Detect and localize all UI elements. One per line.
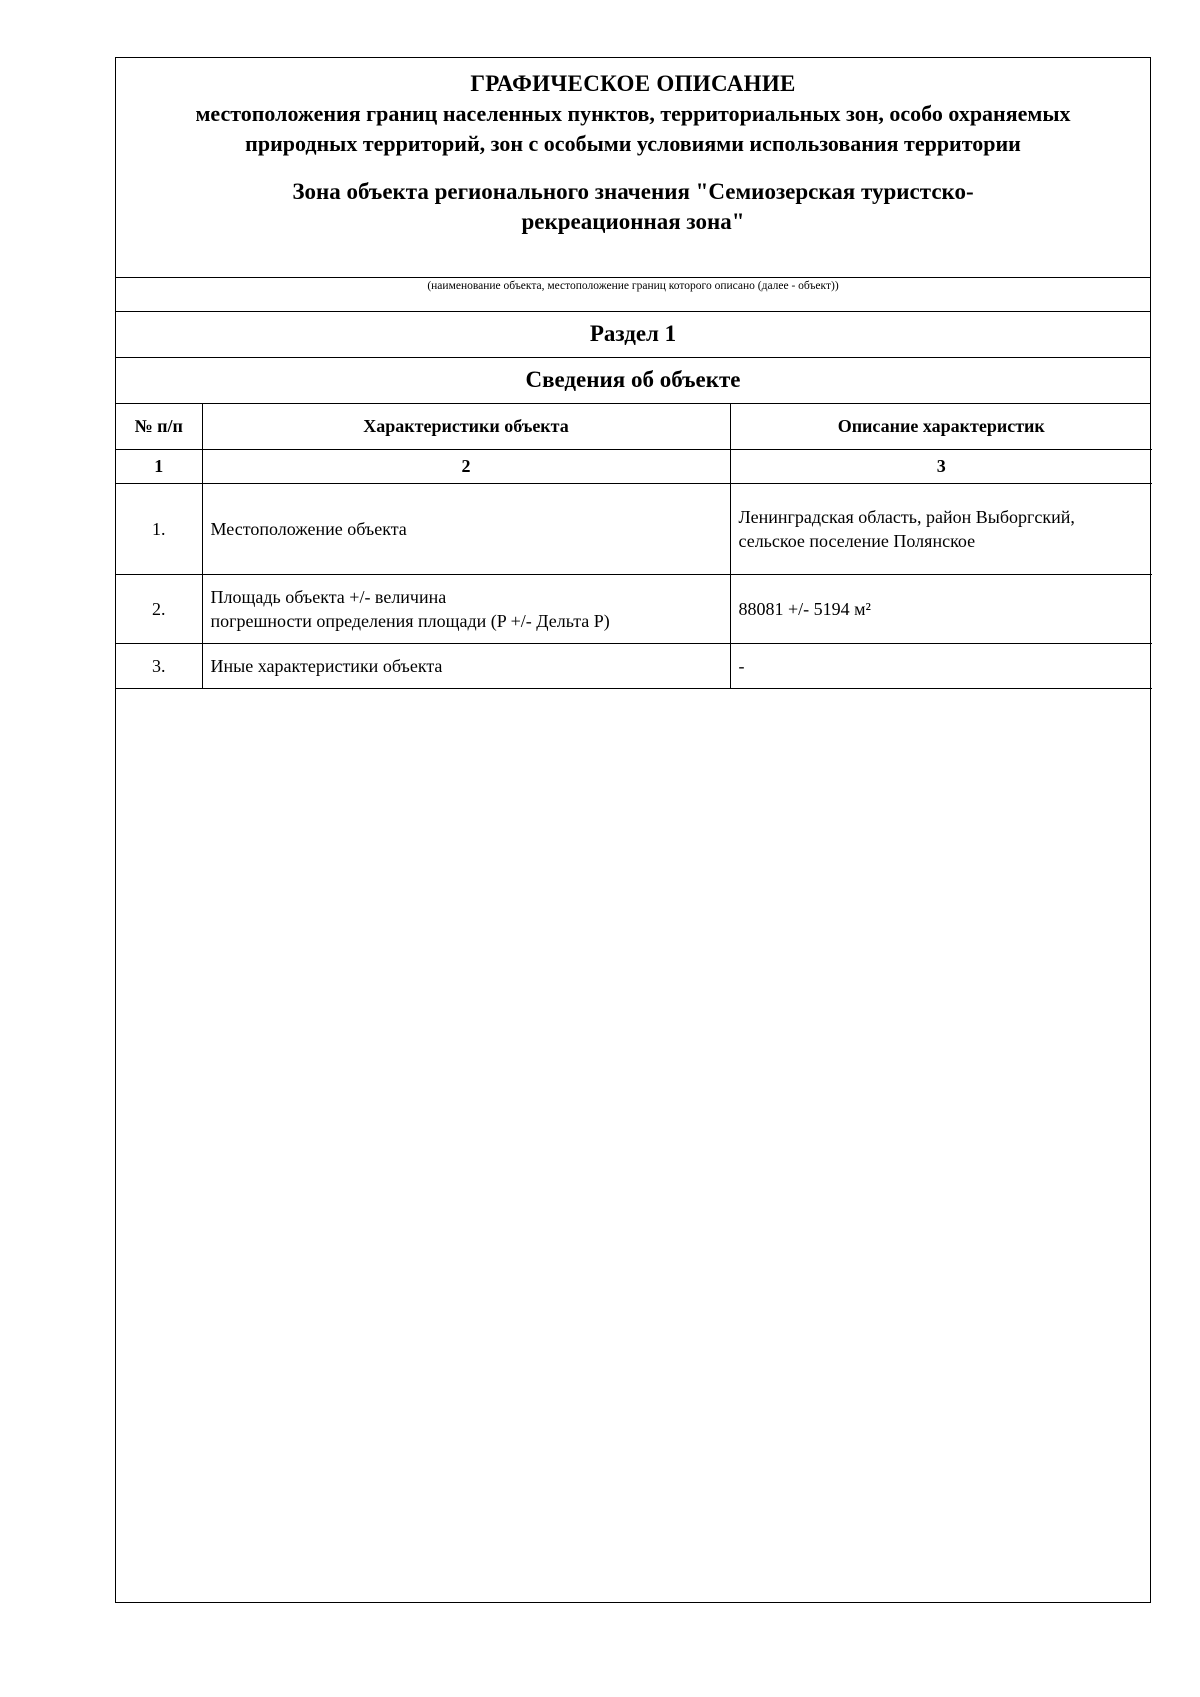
document-frame — [115, 57, 1151, 1603]
object-info-table — [116, 404, 1152, 689]
table-row — [116, 483, 1152, 574]
document-header — [116, 58, 1150, 277]
row-characteristic: Местоположение объекта — [202, 483, 730, 574]
table-column-numbers-row — [116, 449, 1152, 483]
row-characteristic — [202, 574, 730, 643]
column-number-1: 1 — [116, 449, 202, 483]
document-subtitle: местоположения границ населенных пунктов, территориальных зон, особо охраняемых природных территорий, зон с особыми условиями использования территории — [195, 101, 1071, 156]
table-row — [116, 643, 1152, 688]
column-number-2: 2 — [202, 449, 730, 483]
row-description: - — [730, 643, 1152, 688]
table-header-row — [116, 404, 1152, 449]
row-description: 88081 +/- 5194 м² — [730, 574, 1152, 643]
section-number: Раздел 1 — [116, 312, 1150, 358]
table-row — [116, 574, 1152, 643]
object-name-caption: (наименование объекта, местоположение границ которого описано (далее - объект)) — [116, 277, 1150, 312]
row-description: Ленинградская область, район Выборгский, сельское поселение Полянское — [730, 483, 1152, 574]
object-name: Зона объекта регионального значения "Семиозерская туристско-рекреационная зона" — [292, 179, 974, 234]
row-number: 3. — [116, 643, 202, 688]
section-title: Сведения об объекте — [116, 358, 1150, 404]
row-characteristic-line-2: погрешности определения площади (P +/- Дельта P) — [210, 610, 610, 631]
document-title: ГРАФИЧЕСКОЕ ОПИСАНИЕ — [470, 71, 796, 96]
column-number-3: 3 — [730, 449, 1152, 483]
row-characteristic: Иные характеристики объекта — [202, 643, 730, 688]
header-cell-characteristic: Характеристики объекта — [202, 404, 730, 449]
row-number: 2. — [116, 574, 202, 643]
header-cell-number: № п/п — [116, 404, 202, 449]
row-number: 1. — [116, 483, 202, 574]
header-cell-description: Описание характеристик — [730, 404, 1152, 449]
row-characteristic-line-1: Площадь объекта +/- величина — [210, 586, 447, 607]
